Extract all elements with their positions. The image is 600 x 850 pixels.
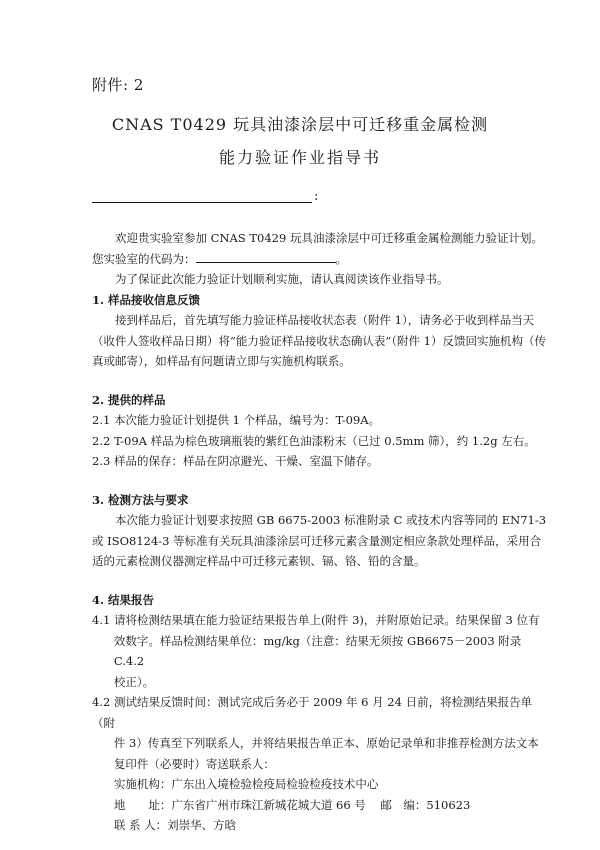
contact-address-line <box>92 795 552 816</box>
lab-code-label: 您实验室的代码为： <box>92 251 196 266</box>
intro-read-note: 为了保证此次能力验证计划顺利实施，请认真阅读该作业指导书。 <box>115 272 449 286</box>
lab-code-line <box>92 249 552 270</box>
section4-item2-line1: 4.2 测试结果反馈时间：测试完成后务必于 2009 年 6 月 24 日前，将检测结果报告单（附 <box>92 695 533 730</box>
addressee-colon: : <box>314 189 319 204</box>
section1-body: 接到样品后，首先填写能力验证样品接收状态表（附件 1），请务必于收到样品当天（收件人签收样品日期）将“能力验证样品接收状态确认表”（附件 1）反馈回实施机构（传真或邮寄），如样品有问题请立即与实施机构联系。 <box>92 313 546 368</box>
annex-label: 附件: 2 <box>92 76 144 94</box>
intro-welcome: 欢迎贵实验室参加 CNAS T0429 玩具油漆涂层中可迁移重金属检测能力验证计划。 <box>115 231 543 245</box>
section4-item1-line2: 效数字。样品检测结果单位：mg/kg（注意：结果无须按 GB6675－2003 附录 C.4.2 <box>113 633 522 668</box>
section4-item2-line2: 件 3）传真至下列联系人，并将结果报告单正本、原始记录单和非推荐检测方法文本 <box>113 736 539 750</box>
section4-item1-line3: 校正）。 <box>113 674 155 689</box>
section2-heading: 2. 提供的样品 <box>92 392 166 407</box>
contact-organization: 实施机构：广东出入境检验检疫局检验检疫技术中心 <box>113 777 379 791</box>
intro-block <box>92 228 552 836</box>
document-title: CNAS T0429 玩具油漆涂层中可迁移重金属检测 <box>111 115 489 134</box>
section4-item2-line3: 复印件（必要时）寄送联系人： <box>113 756 275 771</box>
section3-heading: 3. 检测方法与要求 <box>92 492 189 507</box>
contact-address: 广东省广州市珠江新城花城大道 66 号 <box>171 797 366 812</box>
lab-code-blank <box>196 250 336 263</box>
section4-item1-line1: 4.1 请将检测结果填在能力验证结果报告单上(附件 3)，并附原始记录。结果保留 3 位有 <box>92 613 540 627</box>
section2-item-2: 2.2 T-09A 样品为棕色玻璃瓶装的紫红色油漆粉末（已过 0.5mm 筛），约 1.2g 左右。 <box>92 433 536 448</box>
contact-address-label: 地 址： <box>113 797 172 812</box>
section1-heading: 1. 样品接收信息反馈 <box>92 292 201 307</box>
section4-heading: 4. 结果报告 <box>92 592 155 607</box>
section3-body: 本次能力验证计划要求按照 GB 6675-2003 标准附录 C 或技术内容等同的 EN71-3 或 ISO8124-3 等标准有关玩具油漆涂层可迁移元素含量测定相应条款处理样品，采用合适的元素检测仪器测定样品中可迁移元素钡、镉、铬、铅的含量。 <box>92 513 547 568</box>
contact-zip: 510623 <box>426 797 471 812</box>
addressee-blank-line <box>92 202 312 203</box>
section2-item-3: 2.3 样品的保存：样品在阴凉避光、干燥、室温下储存。 <box>92 454 379 468</box>
document-subtitle: 能力验证作业指导书 <box>218 148 381 167</box>
contact-person: 联 系 人：刘崇华、方晗 <box>113 818 237 832</box>
contact-zip-label: 邮 编： <box>380 797 427 812</box>
section2-item-1: 2.1 本次能力验证计划提供 1 个样品，编号为：T-09A。 <box>92 413 381 427</box>
lab-code-suffix: 。 <box>335 251 347 266</box>
